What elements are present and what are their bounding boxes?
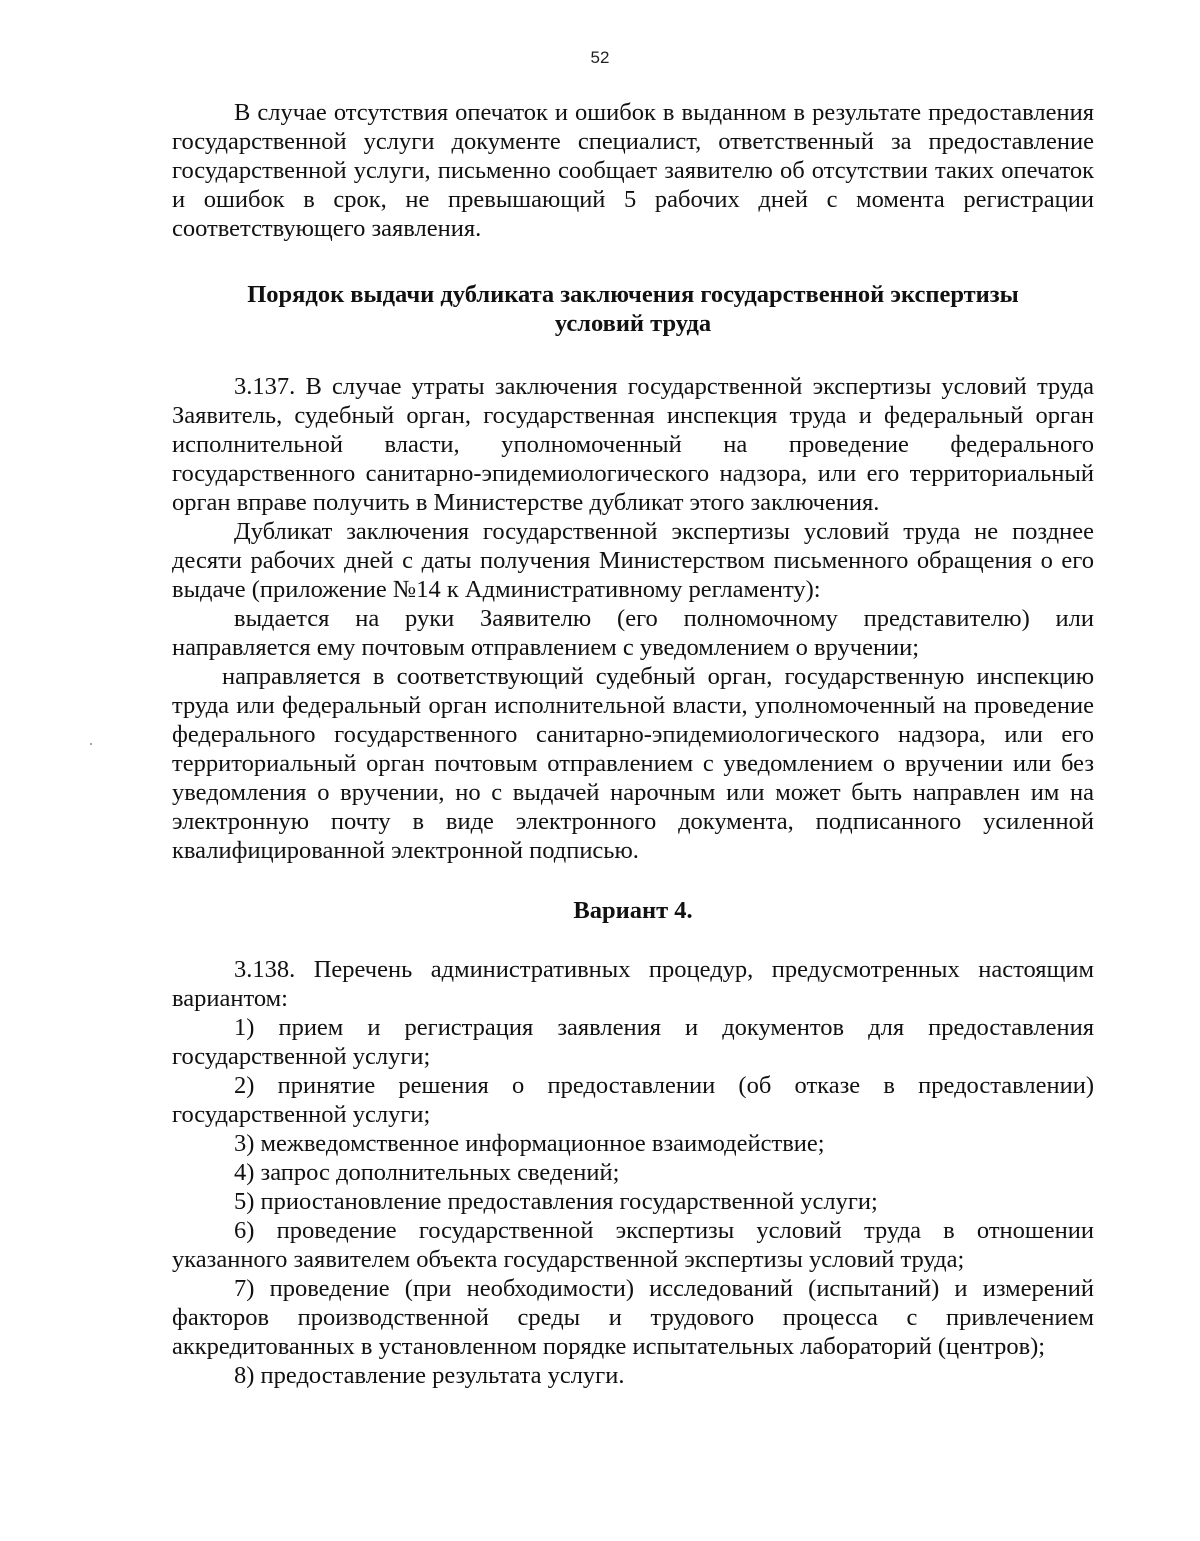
list-item: 4) запрос дополнительных сведений; — [234, 1159, 620, 1186]
paragraph-duplicate-terms: Дубликат заключения государственной экспертизы условий труда не позднее десяти рабочих дней с даты получения Министерством письменного обращения о его выдаче (приложение №14 к Административному регламенту): — [172, 518, 1094, 603]
document-body — [172, 98, 1094, 1390]
paragraph-3137: 3.137. В случае утраты заключения государственной экспертизы условий труда Заявитель, судебный орган, государственная инспекция труда и федеральный орган исполнительной власти, уполномоченный на проведение федерального государственного санитарно-эпидемиологического надзора, или его территориальный орган вправе получить в Министерстве дубликат этого заключения. — [172, 373, 1094, 516]
list-item: 1) прием и регистрация заявления и документов для предоставления государственной услуги; — [172, 1014, 1094, 1070]
list-item: 3) межведомственное информационное взаимодействие; — [234, 1130, 825, 1157]
page-number: 52 — [590, 48, 610, 67]
paragraph-issued-to-applicant: выдается на руки Заявителю (его полномочному представителю) или направляется ему почтовым отправлением с уведомлением о вручении; — [172, 605, 1094, 661]
paragraph-3138-intro: 3.138. Перечень административных процедур, предусмотренных настоящим вариантом: — [172, 956, 1094, 1012]
paragraph-no-errors: В случае отсутствия опечаток и ошибок в выданном в результате предоставления государственной услуги документе специалист, ответственный за предоставление государственной услуги, письменно сообщает заявителю об отсутствии таких опечаток и ошибок в срок, не превышающий 5 рабочих дней с момента регистрации соответствующего заявления. — [172, 99, 1094, 242]
heading-line: Порядок выдачи дубликата заключения государственной экспертизы — [247, 281, 1019, 308]
scan-artifact — [90, 743, 92, 745]
list-item: 2) принятие решения о предоставлении (об отказе в предоставлении) государственной услуги; — [172, 1072, 1094, 1128]
list-item: 7) проведение (при необходимости) исследований (испытаний) и измерений факторов производственной среды и трудового процесса с привлечением аккредитованных в установленном порядке испытательных лабораторий (центров); — [172, 1275, 1094, 1360]
list-item: 6) проведение государственной экспертизы условий труда в отношении указанного заявителем объекта государственной экспертизы условий труда; — [172, 1217, 1094, 1273]
procedure-list — [172, 1013, 1094, 1390]
paragraph-sent-to-authority: направляется в соответствующий судебный орган, государственную инспекцию труда или федеральный орган исполнительной власти, уполномоченный на проведение федерального государственного санитарно-эпидемиологического надзора, или его территориальный орган почтовым отправлением с уведомлением о вручении или без уведомления о вручении, но с выдачей нарочным или может быть направлен им на электронную почту в виде электронного документа, подписанного усиленной квалифицированной электронной подписью. — [172, 663, 1094, 864]
heading-line: условий труда — [554, 310, 712, 337]
list-item: 8) предоставление результата услуги. — [234, 1362, 625, 1389]
section-heading-duplicate — [172, 280, 1094, 338]
section-heading-variant-4: Вариант 4. — [573, 897, 693, 924]
list-item: 5) приостановление предоставления государственной услуги; — [234, 1188, 878, 1215]
